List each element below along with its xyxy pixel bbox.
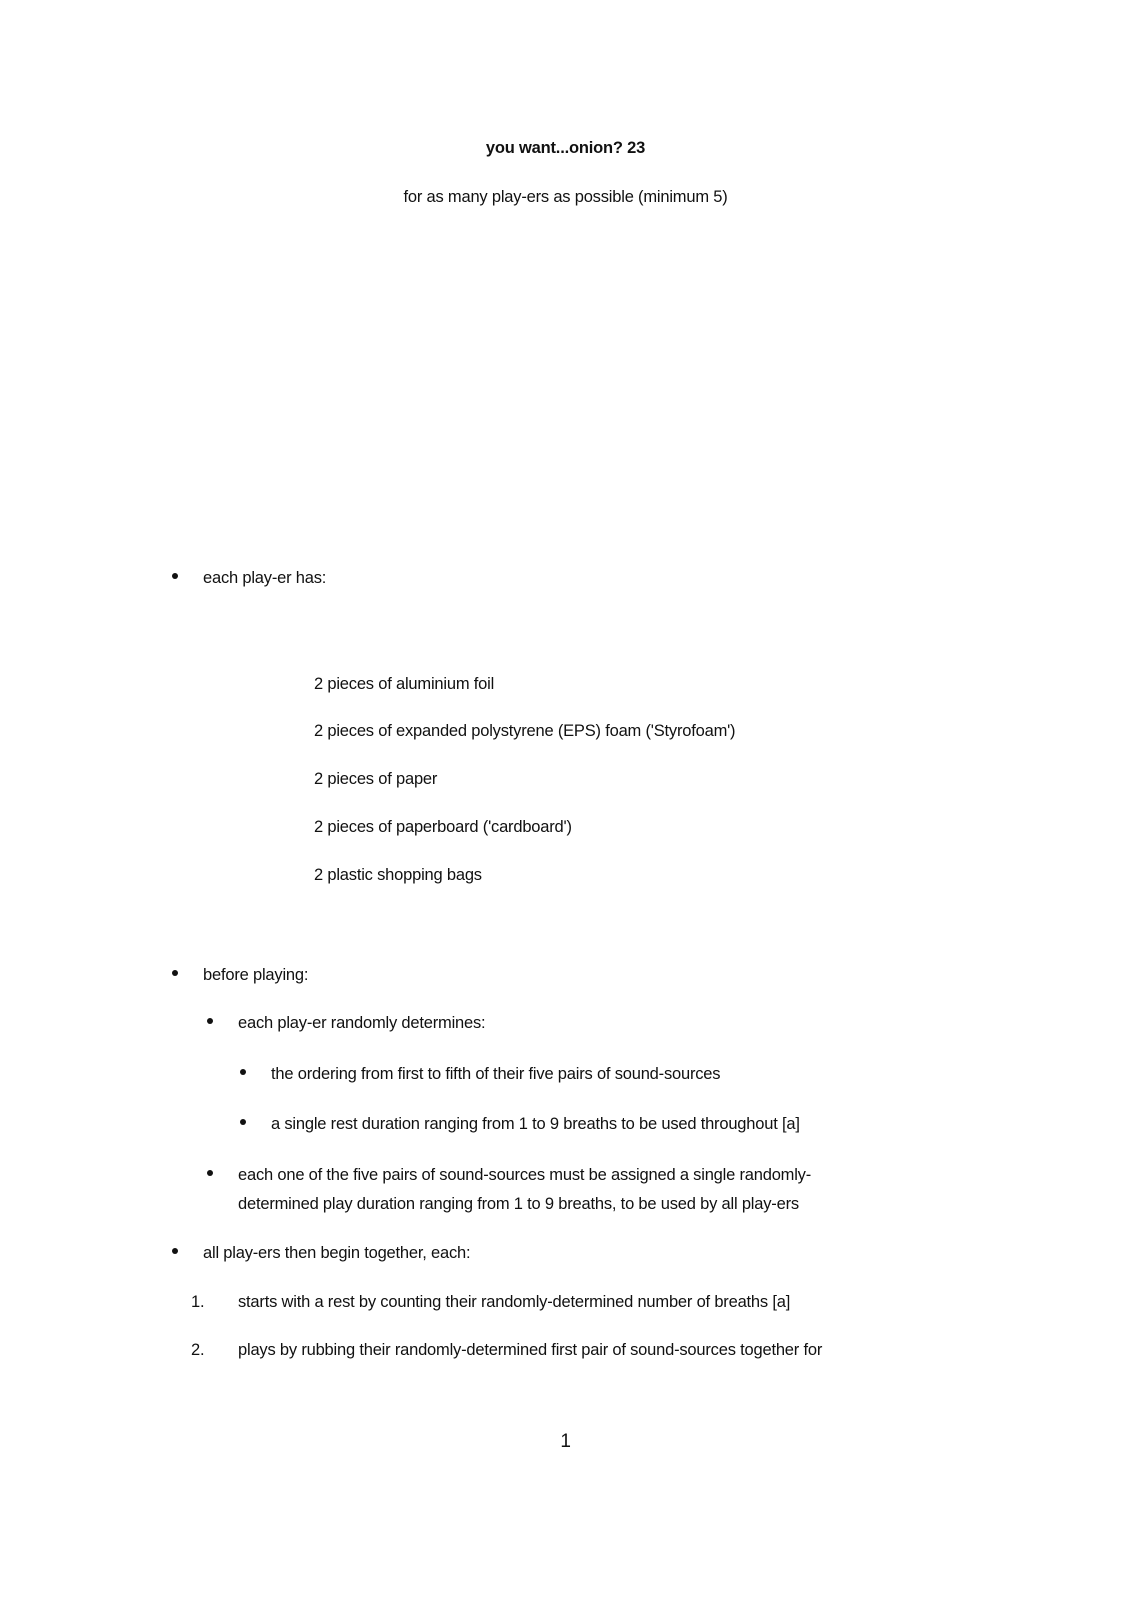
list-item: the ordering from first to fifth of their five pairs of sound-sources <box>271 1065 721 1083</box>
bullet-icon <box>172 970 178 976</box>
bullet-icon <box>207 1170 213 1176</box>
step-text: plays by rubbing their randomly-determined first pair of sound-sources together for <box>238 1341 823 1359</box>
bullet-icon <box>207 1018 213 1024</box>
section-heading: all play-ers then begin together, each: <box>203 1244 471 1262</box>
list-item: 2 pieces of expanded polystyrene (EPS) foam ('Styrofoam') <box>314 722 736 740</box>
step-number: 1. <box>191 1293 205 1311</box>
list-item: 2 pieces of paperboard ('cardboard') <box>314 818 572 836</box>
subtitle: for as many play-ers as possible (minimum 5) <box>403 188 728 206</box>
section-heading: before playing: <box>203 966 309 984</box>
list-item: 2 pieces of aluminium foil <box>314 675 495 693</box>
list-item: 2 plastic shopping bags <box>314 866 482 884</box>
list-item-continued: determined play duration ranging from 1 to 9 breaths, to be used by all play-ers <box>238 1195 799 1213</box>
step-text: starts with a rest by counting their randomly-determined number of breaths [a] <box>238 1293 791 1311</box>
bullet-icon <box>172 573 178 579</box>
list-item: a single rest duration ranging from 1 to 9 breaths to be used throughout [a] <box>271 1115 800 1133</box>
page-title: you want...onion? 23 <box>485 139 646 157</box>
list-item: each play-er randomly determines: <box>238 1014 486 1032</box>
bullet-icon <box>172 1248 178 1254</box>
list-item: each one of the five pairs of sound-sources must be assigned a single randomly- <box>238 1166 812 1184</box>
page-number: 1 <box>560 1431 571 1452</box>
bullet-icon <box>240 1069 246 1075</box>
bullet-icon <box>240 1119 246 1125</box>
list-item: 2 pieces of paper <box>314 770 438 788</box>
section-heading: each play-er has: <box>203 569 327 587</box>
step-number: 2. <box>191 1341 205 1359</box>
